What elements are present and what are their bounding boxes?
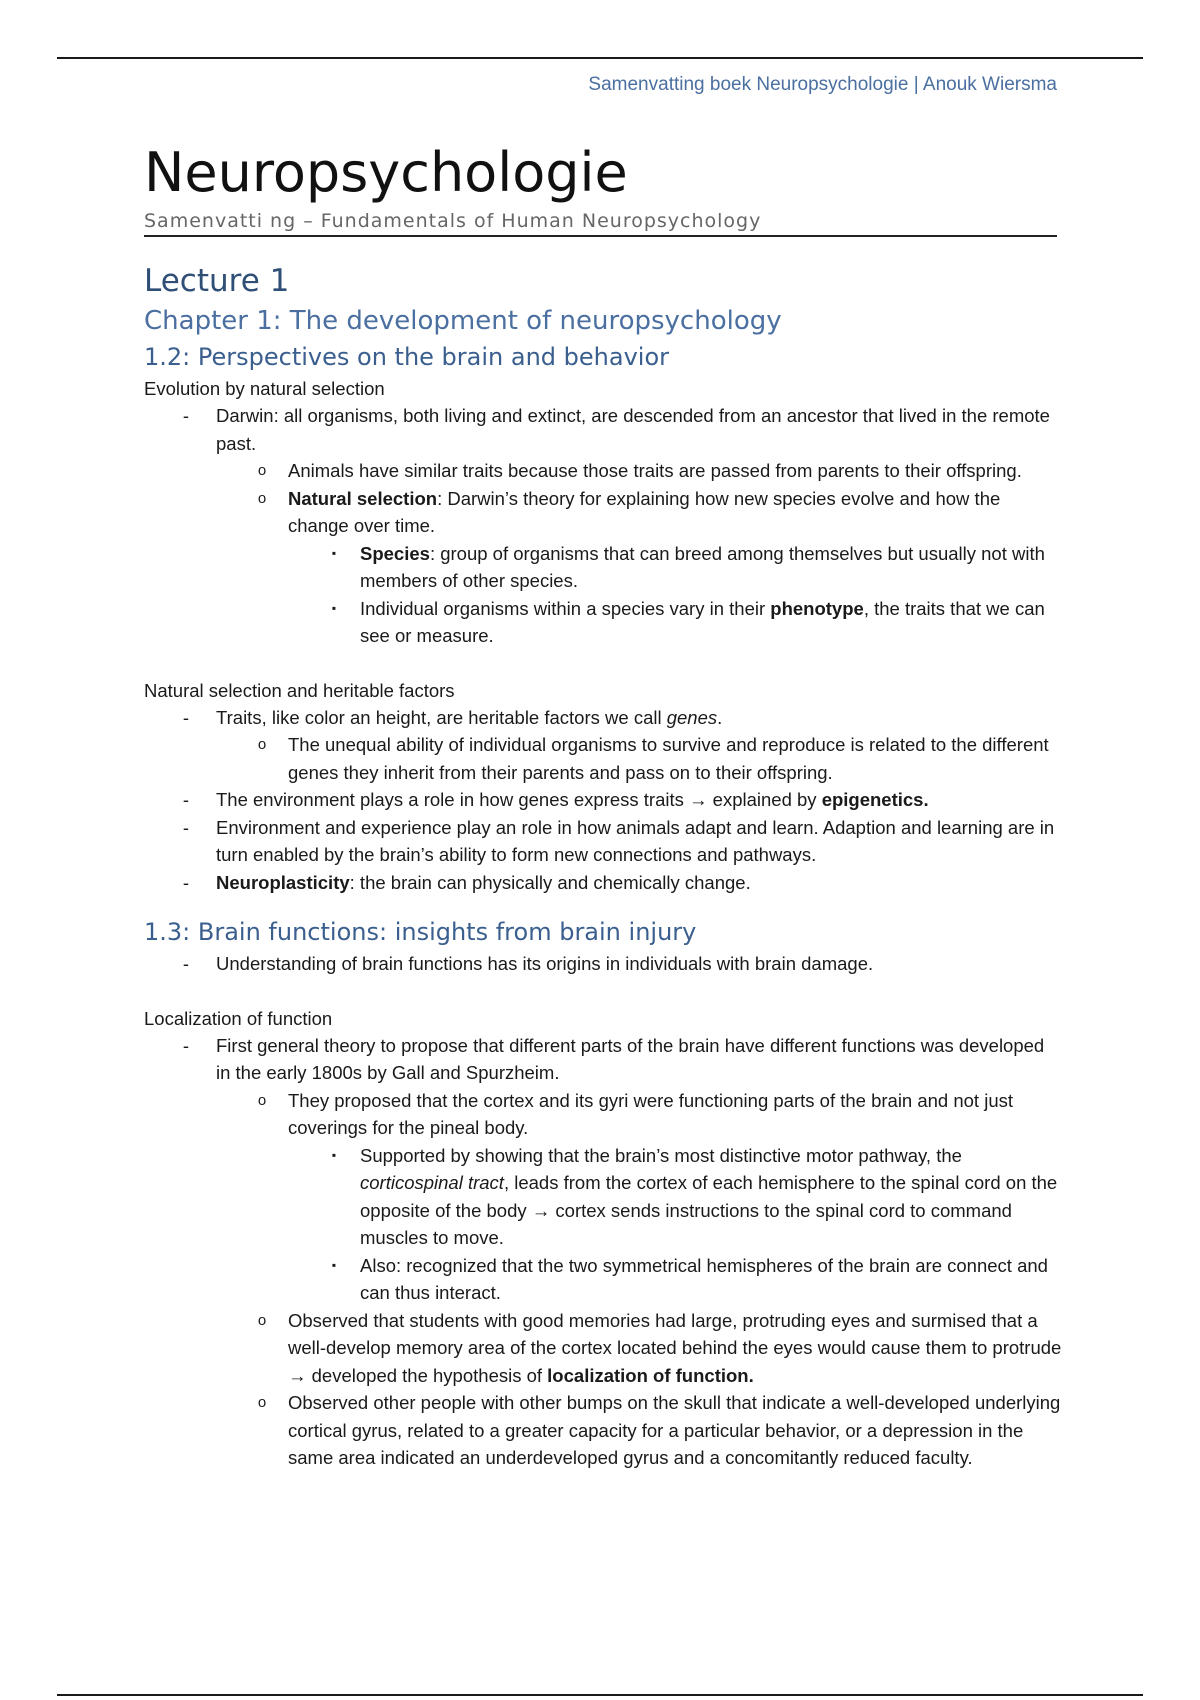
top-rule [57,57,1143,59]
list-item-text: Observed that students with good memories had large, protruding eyes and surmised that a well-develop memory area of the cortex located behind the eyes would cause them to protrude → developed the hypothesis of [288,1309,1062,1386]
brain-injury-list [144,950,1062,978]
list-item [331,1142,1062,1252]
chapter-heading: Chapter 1: The development of neuropsychology [144,306,782,336]
term-bold: epigenetics. [821,789,929,810]
list-item [257,485,1062,540]
term-bold: localization of function. [547,1364,754,1386]
term-italic: corticospinal tract [360,1172,504,1193]
list-item-text: : Darwin’s theory for explaining how new species evolve and how the change over time. [288,487,1001,536]
list-item [182,704,1062,732]
list-item-text: The environment plays a role in how genes express traits → explained by [216,789,822,810]
circle-bullet: o [257,736,267,753]
list-item-text: . [717,706,723,728]
square-bullet: ▪ [331,1257,337,1272]
dash-bullet: - [182,953,190,974]
list-item-text: The unequal ability of individual organisms to survive and reproduce is related to the different genes they inherit from their parents and pass on to their offspring. [288,734,1049,783]
square-bullet: ▪ [331,600,337,615]
term-bold: Neuroplasticity [216,871,350,893]
list-item [257,731,1062,786]
square-bullet: ▪ [331,545,337,560]
list-item [257,1087,1062,1142]
list-item [182,869,1062,897]
dash-bullet: - [182,816,190,838]
list-item-text: Darwin: all organisms, both living and extinct, are descended from an ancestor that lived in the remote past. [216,405,1050,454]
evolution-list [144,402,1062,650]
circle-bullet: o [257,1394,267,1411]
circle-bullet: o [257,1311,267,1329]
running-header: Samenvatting boek Neuropsychologie | Anouk Wiersma [588,74,1057,95]
list-item-text: Supported by showing that the brain’s most distinctive motor pathway, the [360,1144,962,1166]
list-item [182,814,1062,869]
paragraph-heading-evolution: Evolution by natural selection [144,378,385,399]
section-heading-1-2: 1.2: Perspectives on the brain and behavior [144,343,669,371]
list-item-text: Observed other people with other bumps on the skull that indicate a well-developed underlying cortical gyrus, related to a greater capacity for a particular behavior, or a depression in the same area indicated an underdeveloped gyrus and a concomitantly reduced faculty. [288,1392,1061,1468]
localization-list [144,1032,1062,1472]
circle-bullet: o [257,1091,267,1109]
circle-bullet: o [257,489,267,507]
lecture-heading: Lecture 1 [144,263,290,299]
document-title: Neuropsychologie [144,141,628,204]
list-item-text: : group of organisms that can breed among themselves but usually not with members of other species. [360,542,1045,591]
list-item [257,457,1062,485]
dash-bullet: - [182,706,190,728]
dash-bullet: - [182,1034,190,1056]
square-bullet: ▪ [331,1147,337,1162]
list-item [331,595,1062,650]
list-item-text: They proposed that the cortex and its gyri were functioning parts of the brain and not just coverings for the pineal body. [288,1089,1014,1138]
heritable-list [144,704,1062,897]
list-item [182,950,1062,978]
list-item [182,1032,1062,1087]
dash-bullet: - [182,405,190,426]
list-item-text: Understanding of brain functions has its origins in individuals with brain damage. [216,953,874,974]
term-italic: genes [666,706,718,728]
list-item [331,1252,1062,1307]
list-item [182,786,1062,814]
paragraph-heading-localization: Localization of function [144,1007,333,1029]
list-item [182,402,1062,457]
list-item-text: , the traits that we can see or measure. [360,597,1045,646]
list-item-text: Environment and experience play an role in how animals adapt and learn. Adaption and learning are in turn enabled by the brain’s ability to form new connections and pathways. [216,816,1055,865]
paragraph-heading-heritable: Natural selection and heritable factors [144,679,455,701]
dash-bullet: - [182,871,190,893]
document-subtitle: Samenvatti ng – Fundamentals of Human Neuropsychology [144,210,1057,237]
list-item [257,1389,1062,1472]
list-item-text: First general theory to propose that different parts of the brain have different functions was developed in the early 1800s by Gall and Spurzheim. [216,1034,1045,1083]
list-item-text: : the brain can physically and chemically change. [349,871,751,893]
section-heading-1-3: 1.3: Brain functions: insights from brain injury [144,918,697,946]
list-item-text: Animals have similar traits because those traits are passed from parents to their offspring. [288,460,1022,481]
list-item [331,540,1062,595]
bottom-rule [57,1694,1143,1696]
dash-bullet: - [182,789,190,810]
term-bold: phenotype [770,597,864,619]
circle-bullet: o [257,462,267,479]
list-item [257,1307,1062,1390]
list-item-text: Traits, like color an height, are heritable factors we call [216,706,667,728]
document-body [144,138,1062,1472]
term-bold: Natural selection [288,487,438,509]
list-item-text: Individual organisms within a species vary in their [360,597,771,619]
list-item-text: Also: recognized that the two symmetrical hemispheres of the brain are connect and can thus interact. [360,1254,1048,1303]
term-bold: Species [360,542,430,564]
list-item-text: , leads from the cortex of each hemisphere to the spinal cord on the opposite of the body → cortex sends instructions to the spinal cord to command muscles to move. [360,1172,1058,1248]
